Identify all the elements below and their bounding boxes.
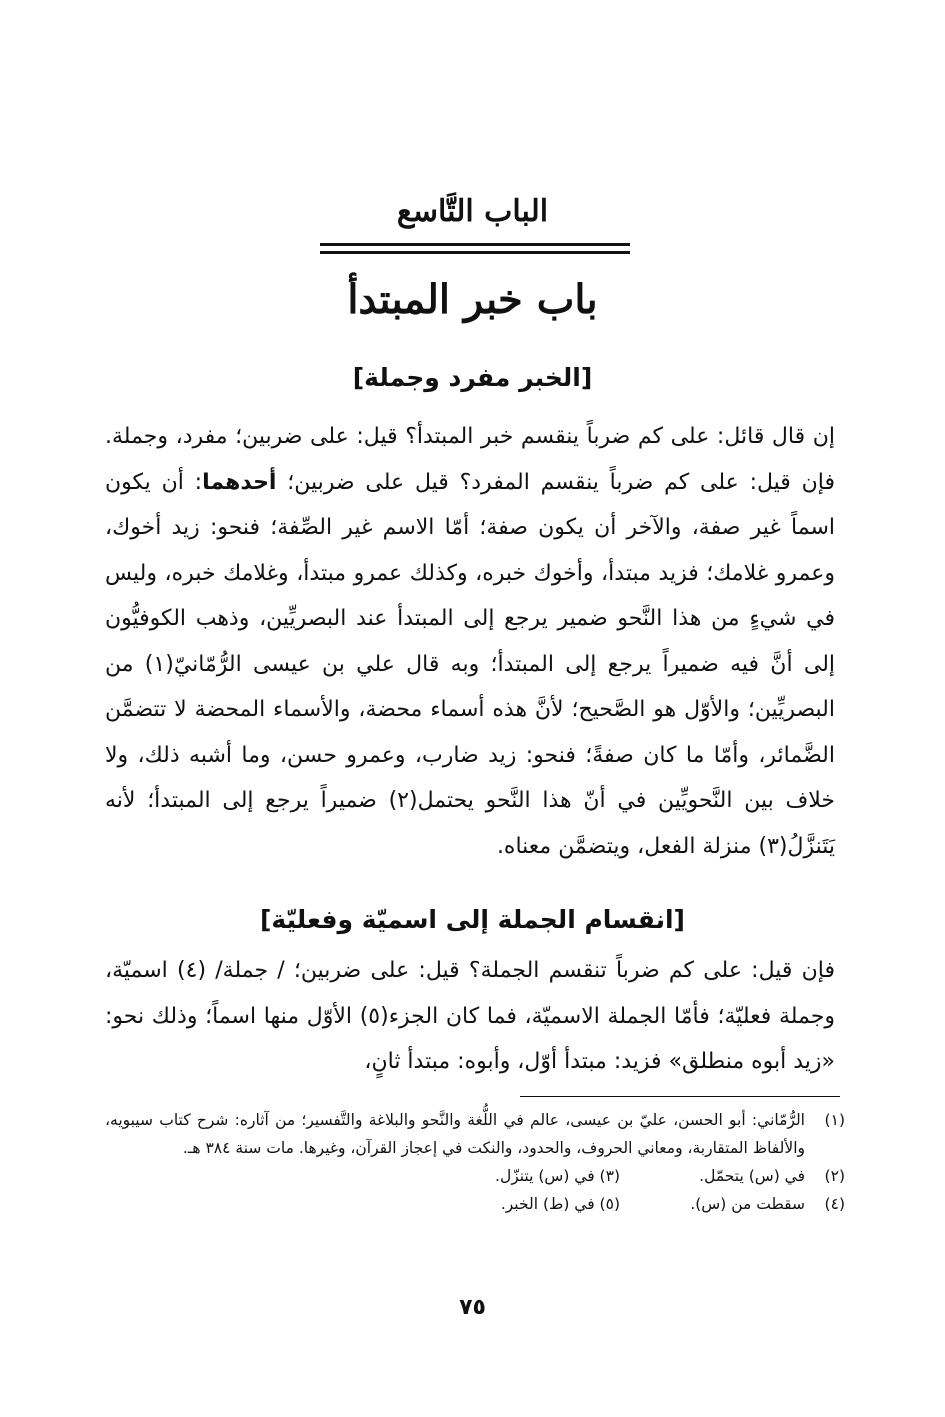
chapter-title: باب خبر المبتدأ (347, 276, 598, 323)
footnote-text: (٥) في (ط) الخبر. (500, 1195, 620, 1213)
footnote-3 (495, 1162, 620, 1190)
footnote-4 (620, 1190, 845, 1218)
footnote-text: في (س) يتحمّل. (699, 1167, 805, 1185)
section-body-1 (105, 414, 835, 869)
body-text-segment: : أن يكون اسماً غير صفة، والآخر أن يكون صفة؛ أمّا الاسم غير الصِّفة؛ فنحو: زيد أخوك، وعمرو غلامك؛ فزيد مبتدأ، وأخوك خبره، وكذلك عمرو مبتدأ، وغلامك خبره، وليس في شيءٍ من هذا النَّحو ضمير يرجع إلى المبتدأ عند البصريِّين، وذهب الكوفيُّون إلى أنَّ فيه ضميراً يرجع إلى المبتدأ؛ وبه قال علي بن عيسى الرُّمّانيّ(١) من البصريِّين؛ والأوّل هو الصَّحيح؛ لأنَّ هذه أسماء محضة، والأسماء المحضة لا تتضمَّن الضَّمائر، وأمّا ما كان صفةً؛ فنحو: زيد ضارب، وعمرو حسن، وما أشبه ذلك، ولا خلاف بين النَّحويِّين في أنّ هذا النَّحو يحتمل(٢) ضميراً يرجع إلى المبتدأ؛ لأنه يَتَنزَّلُ(٣) منزلة الفعل، ويتضمَّن معناه. (105, 469, 836, 859)
page-number: ٧٥ (459, 1295, 486, 1320)
footnote-row-2-3 (105, 1162, 845, 1190)
footnote-2 (620, 1162, 845, 1190)
body-text-segment: إن قال قائل: على كم ضرباً ينقسم خبر المبتدأ؟ قيل: على ضربين؛ مفرد، وجملة. فإن قيل: على كم ضرباً ينقسم المفرد؟ قيل على ضربين؛ (105, 424, 835, 495)
footnote-number: (٢) (824, 1167, 845, 1185)
section-heading-1: [الخبر مفرد وجملة] (352, 363, 593, 392)
heading-double-rule (320, 243, 630, 254)
section-heading-2: [انقسام الجملة إلى اسميّة وفعليّة] (260, 905, 685, 934)
footnote-1 (105, 1106, 845, 1162)
footnote-row-4-5 (105, 1190, 845, 1218)
footnote-5 (501, 1190, 620, 1218)
section-body-2: فإن قيل: على كم ضرباً تنقسم الجملة؟ قيل: على ضربين؛ / جملة/ (٤) اسميّة، وجملة فعليّة؛ فأمّا الجملة الاسميّة، فما كان الجزء(٥) الأوّل منها اسماً؛ وذلك نحو: «زيد أبوه منطلق» فزيد: مبتدأ أوّل، وأبوه: مبتدأ ثانٍ، (105, 958, 836, 1074)
footnote-text: (٣) في (س) يتنزّل. (495, 1167, 620, 1185)
footnote-text: الرُّمّاني: أبو الحسن، عليّ بن عيسى، عالم في اللُّغة والنَّحو والبلاغة والتَّفسير؛ من آثاره: شرح كتاب سيبويه، والألفاظ المتقاربة، ومعاني الحروف، والحدود، والنكت في إعجاز القرآن، وغيرها. مات سنة ٣٨٤ هـ. (105, 1111, 805, 1157)
footnote-separator (520, 1096, 840, 1097)
footnote-number: (٤) (824, 1195, 845, 1213)
body-text-bold: أحدهما (202, 469, 277, 495)
footnotes (105, 1106, 845, 1218)
part-heading: الباب التَّاسع (396, 194, 549, 229)
footnote-number: (١) (824, 1111, 845, 1129)
footnote-text: سقطت من (س). (690, 1195, 805, 1213)
